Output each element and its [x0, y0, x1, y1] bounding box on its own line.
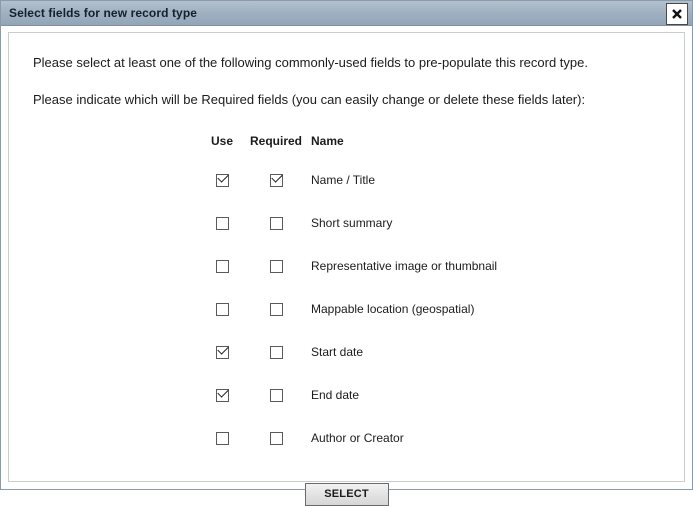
- row-field-label: Author or Creator: [311, 430, 404, 445]
- select-button[interactable]: SELECT: [305, 483, 389, 506]
- close-icon[interactable]: [666, 3, 688, 25]
- header-spacer: [9, 133, 199, 158]
- header-required: Required: [249, 134, 302, 148]
- required-checkbox-author-creator[interactable]: [270, 432, 283, 445]
- row-field-label: Mappable location (geospatial): [311, 301, 475, 316]
- required-checkbox-representative-image[interactable]: [270, 260, 283, 273]
- use-checkbox-representative-image[interactable]: [216, 260, 229, 273]
- table-row: [9, 373, 684, 416]
- row-spacer: [9, 244, 199, 287]
- header-name: Name: [311, 134, 344, 148]
- row-required-cell: [245, 201, 307, 244]
- dialog-title: Select fields for new record type: [9, 6, 198, 20]
- row-field-label: End date: [311, 387, 360, 402]
- required-checkbox-start-date[interactable]: [270, 346, 283, 359]
- row-required-cell: [245, 330, 307, 373]
- row-use-cell: [199, 244, 245, 287]
- use-checkbox-end-date[interactable]: [216, 389, 229, 402]
- row-use-cell: [199, 287, 245, 330]
- row-required-cell: [245, 373, 307, 416]
- row-spacer: [9, 287, 199, 330]
- dialog-titlebar: [1, 1, 692, 26]
- row-use-cell: [199, 373, 245, 416]
- row-spacer: [9, 330, 199, 373]
- use-checkbox-name-title[interactable]: [216, 174, 229, 187]
- row-required-cell: [245, 416, 307, 459]
- use-checkbox-author-creator[interactable]: [216, 432, 229, 445]
- use-checkbox-mappable-location[interactable]: [216, 303, 229, 316]
- dialog-body: [8, 32, 685, 500]
- row-field-label: Representative image or thumbnail: [311, 258, 498, 273]
- row-use-cell: [199, 158, 245, 201]
- row-field-label: Start date: [311, 344, 364, 359]
- table-row: [9, 244, 684, 287]
- row-field-label: Short summary: [311, 215, 393, 230]
- required-checkbox-end-date[interactable]: [270, 389, 283, 402]
- required-checkbox-mappable-location[interactable]: [270, 303, 283, 316]
- header-use: Use: [210, 134, 233, 148]
- row-spacer: [9, 201, 199, 244]
- use-checkbox-start-date[interactable]: [216, 346, 229, 359]
- row-spacer: [9, 158, 199, 201]
- dialog-footer: [9, 483, 684, 506]
- table-row: [9, 158, 684, 201]
- row-required-cell: [245, 287, 307, 330]
- table-row: [9, 201, 684, 244]
- required-checkbox-name-title[interactable]: [270, 174, 283, 187]
- row-spacer: [9, 373, 199, 416]
- row-field-label: Name / Title: [311, 172, 376, 187]
- required-checkbox-short-summary[interactable]: [270, 217, 283, 230]
- row-use-cell: [199, 330, 245, 373]
- row-use-cell: [199, 201, 245, 244]
- row-required-cell: [245, 158, 307, 201]
- fields-table: [9, 133, 684, 459]
- row-spacer: [9, 416, 199, 459]
- instruction-line-2: Please indicate which will be Required fields (you can easily change or delete these fields later):: [33, 92, 586, 107]
- row-use-cell: [199, 416, 245, 459]
- row-required-cell: [245, 244, 307, 287]
- table-row: [9, 287, 684, 330]
- table-row: [9, 330, 684, 373]
- table-row: [9, 416, 684, 459]
- use-checkbox-short-summary[interactable]: [216, 217, 229, 230]
- table-header-row: [9, 133, 684, 158]
- instruction-line-1: Please select at least one of the following commonly-used fields to pre-populate this record type.: [33, 55, 588, 70]
